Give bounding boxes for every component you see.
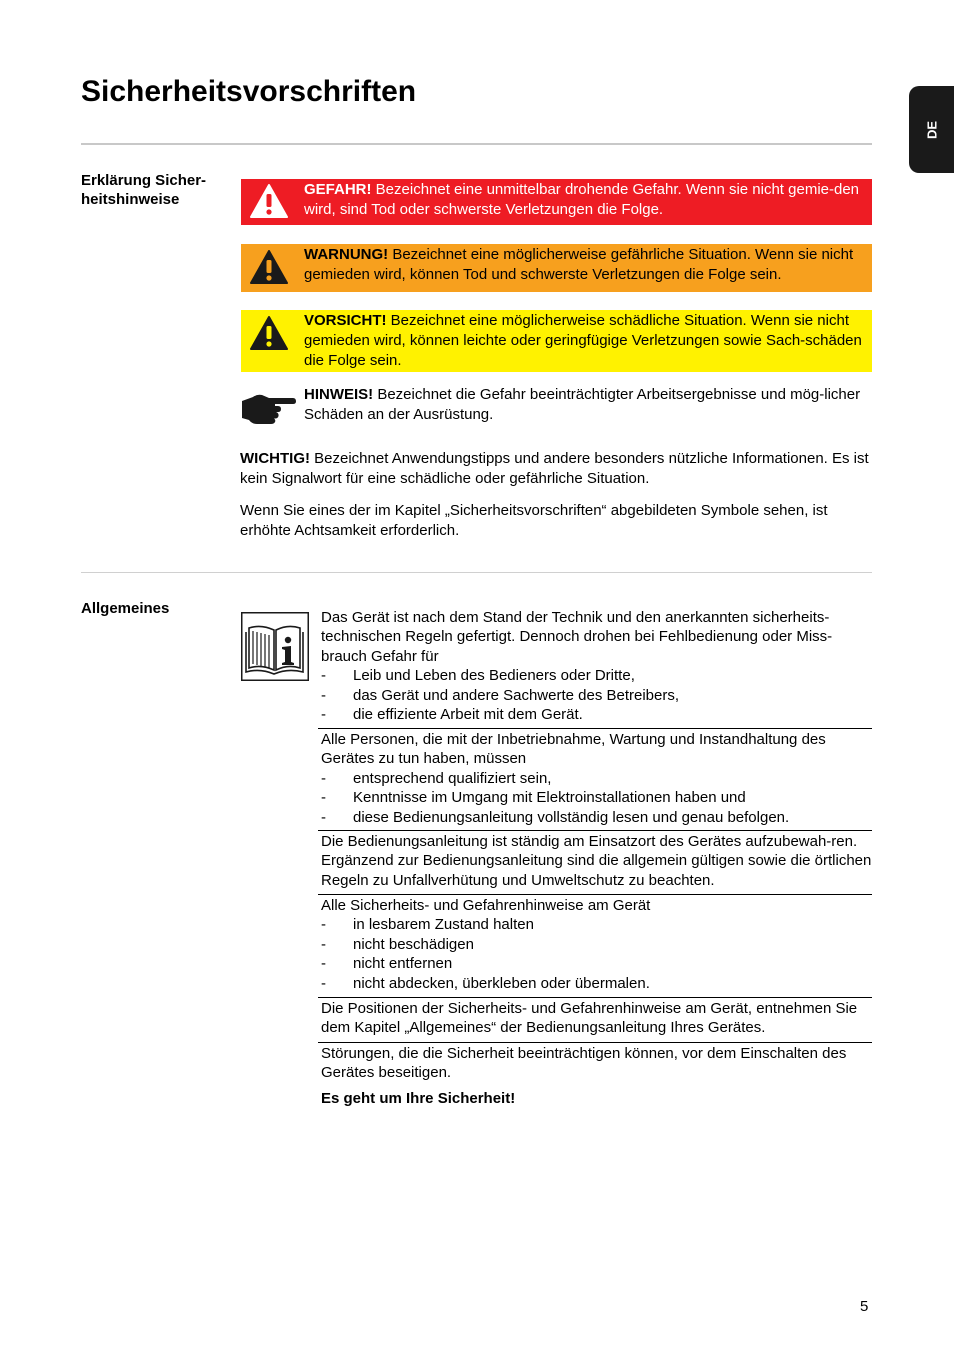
list-item: - in lesbarem Zustand halten [321, 916, 534, 934]
caution-triangle-icon [249, 315, 289, 351]
caution-label: VORSICHT! [304, 312, 387, 329]
page-title: Sicherheitsvorschriften [81, 75, 417, 108]
danger-description: Bezeichnet eine unmittelbar drohende Gefahr. Wenn sie nicht gemie-den wird, sind Tod oder schwerste Verletzungen die Folge. [304, 181, 860, 218]
general-block-4-list [321, 915, 872, 993]
list-item: - nicht abdecken, überkleben oder übermalen. [321, 974, 650, 992]
general-block-6 [318, 1042, 872, 1083]
attention-note: Wenn Sie eines der im Kapitel „Sicherheitsvorschriften“ abgebildeten Symbole sehen, ist erhöhte Achtsamkeit erforderlich. [240, 502, 828, 539]
list-item: - Leib und Leben des Bedieners oder Dritte, [321, 667, 635, 685]
section-divider [81, 572, 872, 573]
list-item: - entsprechend qualifiziert sein, [321, 769, 552, 787]
list-item: - nicht entfernen [321, 955, 453, 973]
read-manual-icon [241, 612, 309, 681]
general-block-1 [318, 608, 872, 724]
list-item: - diese Bedienungsanleitung vollständig lesen und genau befolgen. [321, 808, 790, 826]
danger-notice-text [304, 180, 870, 220]
pointing-hand-icon [241, 389, 297, 425]
hint-notice-text [304, 385, 870, 425]
section-heading-explanation: Erklärung Sicher-heitshinweise [81, 172, 207, 208]
general-block-6-text: Störungen, die die Sicherheit beeinträchtigen können, vor dem Einschalten des Gerätes beseitigen. [321, 1045, 847, 1082]
warning-description: Bezeichnet eine möglicherweise gefährliche Situation. Wenn sie nicht gemieden wird, können Tod und schwerste Verletzungen die Folge sein. [304, 246, 854, 283]
important-label: WICHTIG! [240, 450, 310, 467]
general-block-1-list [321, 666, 872, 724]
general-block-5 [318, 997, 872, 1038]
important-description: Bezeichnet Anwendungstipps und andere besonders nützliche Informationen. Es ist kein Signalwort für eine schädliche oder gefährliche Situation. [240, 450, 869, 487]
important-paragraph [240, 449, 872, 489]
general-block-2-intro: Alle Personen, die mit der Inbetriebnahme, Wartung und Instandhaltung des Gerätes zu tun haben, müssen [321, 731, 826, 768]
language-tab[interactable] [909, 86, 954, 173]
general-block-3 [318, 830, 872, 890]
warning-notice [241, 244, 872, 292]
language-tab-label: DE [924, 120, 939, 139]
general-block-2-list [321, 769, 872, 827]
warning-notice-text [304, 245, 870, 285]
safety-closing-statement: Es geht um Ihre Sicherheit! [321, 1090, 516, 1107]
caution-notice [241, 310, 872, 372]
danger-warning-icon [249, 183, 289, 219]
list-item: - Kenntnisse im Umgang mit Elektroinstallationen haben und [321, 789, 746, 807]
hint-label: HINWEIS! [304, 386, 374, 403]
caution-notice-text [304, 311, 870, 371]
list-item: - das Gerät und andere Sachwerte des Betreibers, [321, 686, 680, 704]
section-heading-general: Allgemeines [81, 600, 170, 617]
caution-description: Bezeichnet eine möglicherweise schädliche Situation. Wenn sie nicht gemieden wird, können leichte oder geringfügige Verletzungen sowie Sach-schäden die Folge sein. [304, 312, 862, 369]
general-block-4 [318, 894, 872, 993]
list-item: - nicht beschädigen [321, 935, 474, 953]
header-divider [81, 143, 872, 145]
warning-triangle-icon [249, 249, 289, 285]
general-block-4-intro: Alle Sicherheits- und Gefahrenhinweise am Gerät [321, 897, 651, 914]
hint-description: Bezeichnet die Gefahr beeinträchtigter Arbeitsergebnisse und mög-licher Schäden an der Ausrüstung. [304, 386, 861, 423]
danger-label: GEFAHR! [304, 181, 372, 198]
list-item: - die effiziente Arbeit mit dem Gerät. [321, 706, 583, 724]
general-block-2 [318, 728, 872, 827]
general-block-3-text: Die Bedienungsanleitung ist ständig am Einsatzort des Gerätes aufzubewah-ren. Ergänzend zur Bedienungsanleitung sind die allgemein gültigen sowie die örtlichen Regeln zu Unfallverhütung und Umweltschutz zu beachten. [321, 833, 872, 889]
warning-label: WARNUNG! [304, 246, 389, 263]
danger-notice [241, 179, 872, 225]
general-block-5-text: Die Positionen der Sicherheits- und Gefahrenhinweise am Gerät, entnehmen Sie dem Kapitel „Allgemeines“ der Bedienungsanleitung Ihres Gerätes. [321, 1000, 858, 1037]
general-block-1-intro: Das Gerät ist nach dem Stand der Technik und den anerkannten sicherheits-technischen Regeln gefertigt. Dennoch drohen bei Fehlbedienung oder Miss-brauch Gefahr für [321, 609, 833, 665]
notice-hint [241, 385, 872, 429]
page-number: 5 [860, 1298, 869, 1315]
